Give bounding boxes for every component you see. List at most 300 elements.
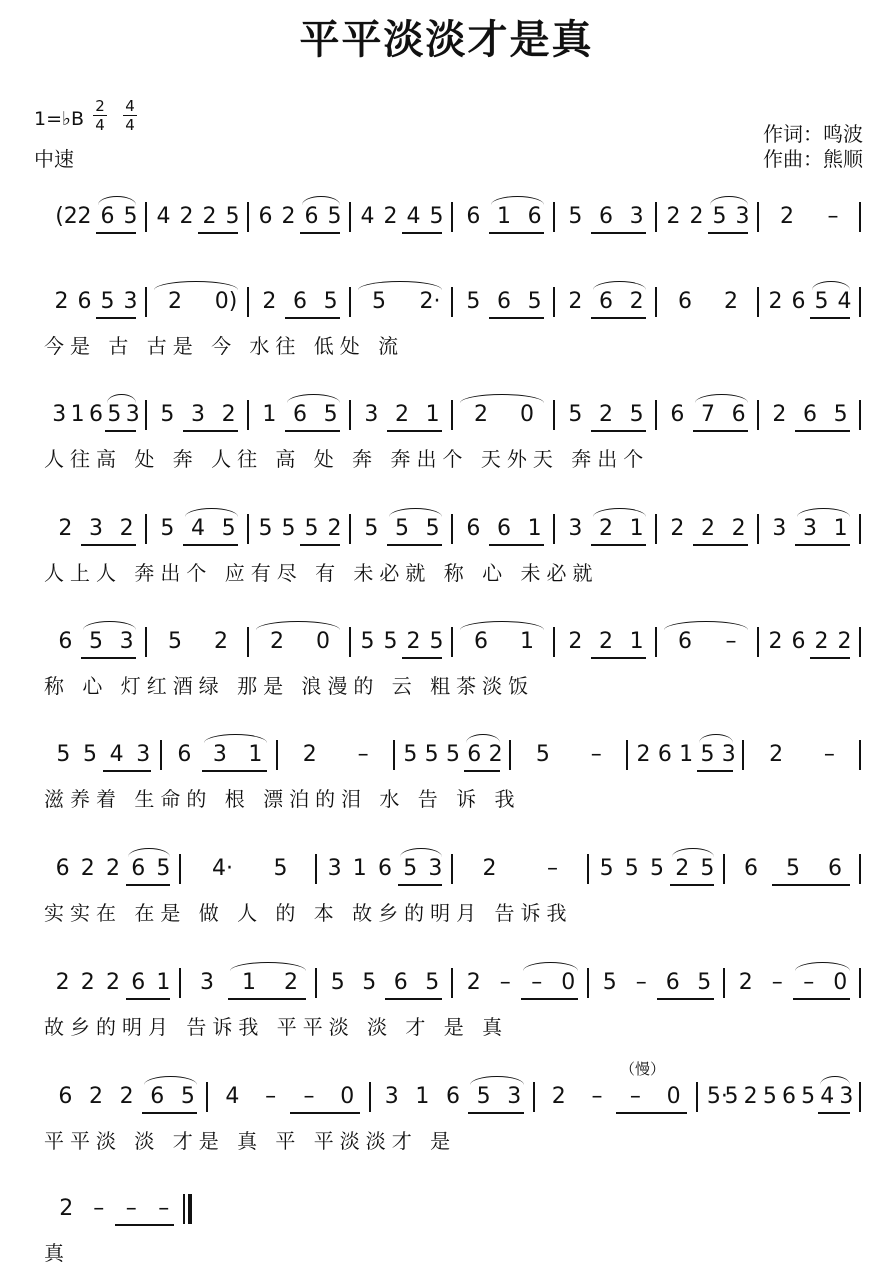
note: 5 (568, 204, 583, 229)
note: 3 (384, 1084, 399, 1109)
note: 1 (629, 516, 644, 541)
note: 6 (445, 1084, 460, 1109)
note: 2 (77, 204, 92, 229)
beam-line (385, 998, 442, 1000)
note: 5 (801, 1084, 816, 1109)
score-system (0, 625, 893, 705)
note: 3 (125, 402, 140, 427)
lyrics-line: 人往高 处 奔 人往 高 处 奔 奔出个 天外天 奔出个 (44, 447, 650, 471)
note: – (629, 1084, 641, 1109)
note: 5 (107, 402, 122, 427)
note: 6 (670, 402, 685, 427)
beam-line (285, 317, 340, 319)
note: 2 (568, 629, 583, 654)
note: 6 (89, 402, 103, 427)
slur-arc (256, 621, 340, 630)
note: 5 (602, 970, 617, 995)
note: 2 (837, 629, 852, 654)
time-signature-2-4: 2 4 (92, 98, 108, 133)
note: – (531, 970, 543, 995)
note: 5 (700, 742, 715, 767)
slur-arc (83, 621, 136, 630)
score-system (0, 852, 893, 932)
note: 2 (106, 856, 120, 881)
beam-line (103, 770, 150, 772)
note: 6 (657, 742, 672, 767)
barline (859, 854, 861, 884)
note: 5 (168, 629, 182, 654)
slur-arc (460, 621, 544, 630)
note: 6 (293, 289, 307, 314)
beam-line (693, 430, 748, 432)
lyrics-line: 称 心 灯红酒绿 那是 浪漫的 云 粗茶淡饭 (44, 674, 535, 698)
score-system (0, 1192, 893, 1272)
note: 4 (156, 204, 171, 229)
note: 2 (119, 516, 134, 541)
note: 4 (837, 289, 852, 314)
note: 6 (803, 402, 817, 427)
note: 6 (467, 742, 482, 767)
note: 5 (429, 629, 444, 654)
key-label: 1=♭B (34, 108, 85, 130)
note: 6 (100, 204, 115, 229)
slur-arc (672, 848, 714, 857)
note: 4 (820, 1084, 835, 1109)
slur-arc (593, 281, 646, 290)
note: 5 (466, 289, 481, 314)
note: 6 (466, 204, 481, 229)
note: 2 (772, 402, 787, 427)
note: 5 (403, 856, 418, 881)
note: 3 (136, 742, 151, 767)
note: 5 (221, 516, 236, 541)
note: 4 (360, 204, 375, 229)
slur-arc (154, 281, 238, 290)
note: 5 (527, 289, 542, 314)
slur-arc (523, 962, 578, 971)
beam-line (126, 998, 170, 1000)
note: 6 (791, 289, 806, 314)
note: 2 (474, 402, 488, 427)
note: 5 (786, 856, 800, 881)
note: 5 (403, 742, 418, 767)
note: 5 (258, 516, 273, 541)
note: 2 (80, 856, 95, 881)
beam-line (115, 1224, 174, 1226)
note: 5 (599, 856, 614, 881)
note: 5 (700, 856, 715, 881)
note: 4 (109, 742, 124, 767)
note: 1 (520, 629, 534, 654)
note: 5 (100, 289, 115, 314)
note: 6 (293, 402, 307, 427)
note: 2 (731, 516, 746, 541)
note: 2 (743, 1084, 758, 1109)
note: 6 (828, 856, 842, 881)
note: 2 (58, 516, 73, 541)
note: 2 (221, 402, 236, 427)
note: – (803, 970, 815, 995)
slur-arc (466, 734, 501, 743)
note: 2 (636, 742, 651, 767)
note: 6 (599, 289, 613, 314)
beam-line (670, 884, 714, 886)
note: 5 (429, 204, 444, 229)
note: 5 (323, 289, 338, 314)
beam-line (290, 1112, 361, 1114)
note: 2· (419, 289, 441, 314)
note: – (93, 1196, 105, 1221)
note: 2 (599, 516, 613, 541)
note: 4 (191, 516, 205, 541)
note: – (125, 1196, 137, 1221)
slur-arc (460, 394, 544, 403)
beam-line (521, 998, 578, 1000)
note: 5 (697, 970, 712, 995)
note: 3 (629, 204, 644, 229)
beam-line (285, 430, 340, 432)
note: 6 (393, 970, 408, 995)
note: 1 (242, 970, 256, 995)
note: 3 (200, 970, 214, 995)
measure (146, 200, 248, 260)
note: 6 (466, 516, 481, 541)
slur-arc (98, 196, 136, 205)
note: 5 (273, 856, 288, 881)
slur-arc (144, 1076, 197, 1085)
barline (859, 514, 861, 544)
beam-line (142, 1112, 197, 1114)
note: 2 (262, 289, 277, 314)
note: 2 (119, 1084, 134, 1109)
note: – (725, 629, 737, 654)
lyrics-line: 滋养着 生命的 根 漂泊的泪 水 告 诉 我 (44, 787, 521, 811)
note: 2 (482, 856, 497, 881)
slur-arc (795, 962, 850, 971)
barline (859, 627, 861, 657)
lyrics-line: 故乡的明月 告诉我 平平淡 淡 才 是 真 (44, 1015, 509, 1039)
note: 6 (731, 402, 746, 427)
note: 5 (364, 516, 379, 541)
note: 5 (330, 970, 345, 995)
note: 2 (724, 289, 738, 314)
note: 5 (814, 289, 829, 314)
note: – (265, 1084, 277, 1109)
note: 0 (520, 402, 534, 427)
note: 2 (629, 289, 644, 314)
slur-arc (593, 508, 646, 517)
slur-arc (287, 394, 340, 403)
note: 6 (599, 204, 613, 229)
lyrics-line: 平平淡 淡 才是 真 平 平淡淡才 是 (44, 1129, 457, 1153)
note: 6 (474, 629, 488, 654)
beam-line (183, 430, 238, 432)
beam-line (468, 1112, 523, 1114)
composer-credit: 作曲：熊顺 (763, 147, 863, 171)
note: 2 (179, 204, 194, 229)
note: 5 (629, 402, 644, 427)
note: 3 (327, 856, 342, 881)
note: 2 (55, 970, 70, 995)
beam-line (126, 884, 170, 886)
note: 6 (678, 629, 692, 654)
note: 5 (82, 742, 97, 767)
note: 5 (395, 516, 409, 541)
note: – (590, 742, 602, 767)
note: 3 (721, 742, 736, 767)
note: 2 (168, 289, 182, 314)
slow-marking: （慢） (620, 1060, 666, 1078)
note: 5 (372, 289, 386, 314)
slur-arc (107, 394, 136, 403)
note: 6 (527, 204, 542, 229)
final-barline (188, 1194, 192, 1224)
note: 3 (89, 516, 103, 541)
beam-line (818, 1112, 850, 1114)
beam-line (489, 232, 544, 234)
note: 3 (772, 516, 787, 541)
beam-line (616, 1112, 687, 1114)
note: 2 (80, 970, 95, 995)
slur-arc (695, 394, 748, 403)
note: 0 (340, 1084, 355, 1109)
note: 6 (131, 856, 146, 881)
note: 5 (712, 204, 727, 229)
note: 2 (701, 516, 715, 541)
note: 5 (762, 1084, 777, 1109)
beam-line (183, 544, 238, 546)
note: 5 (56, 742, 71, 767)
note: 3 (803, 516, 817, 541)
note: – (357, 742, 369, 767)
note: 5 (89, 629, 103, 654)
lyricist-credit: 作词：鸣波 (763, 122, 863, 146)
song-title: 平平淡淡才是真 (299, 17, 594, 63)
note: 2 (88, 1084, 103, 1109)
note: 2 (202, 204, 217, 229)
beam-line (591, 430, 646, 432)
note: 6 (781, 1084, 796, 1109)
note: 5 (180, 1084, 195, 1109)
score-system (0, 1080, 893, 1160)
note: 5 (383, 629, 398, 654)
beam-line (398, 884, 442, 886)
barline (859, 968, 861, 998)
barline (859, 740, 861, 770)
slur-arc (400, 848, 442, 857)
note: 1 (833, 516, 848, 541)
note: 6 (497, 289, 511, 314)
slur-arc (812, 281, 850, 290)
note: 5 (425, 516, 440, 541)
note: 2 (814, 629, 829, 654)
note: 2 (666, 204, 681, 229)
slur-arc (710, 196, 748, 205)
lyrics-line: 今是 古 古是 今 水往 低处 流 (44, 334, 405, 358)
beam-line (228, 998, 306, 1000)
beam-line (81, 657, 136, 659)
note: 3 (191, 402, 205, 427)
beam-line (795, 430, 850, 432)
note: 1 (156, 970, 171, 995)
note: 5 (476, 1084, 491, 1109)
note: 5 (535, 742, 550, 767)
note: 2 (689, 204, 704, 229)
note: 6 (665, 970, 680, 995)
note: 6 (150, 1084, 165, 1109)
beam-line (708, 232, 748, 234)
note: 2 (54, 289, 69, 314)
beam-line (697, 770, 734, 772)
measure (452, 200, 554, 260)
note: 5 (304, 516, 319, 541)
note: 2 (302, 742, 317, 767)
note: 2 (466, 970, 481, 995)
slur-arc (797, 508, 850, 517)
note: 1 (679, 742, 694, 767)
note: 0) (214, 289, 238, 314)
note: 2 (59, 1196, 74, 1221)
note: 1 (415, 1084, 430, 1109)
note: 2 (780, 204, 794, 229)
slur-arc (664, 621, 748, 630)
note: 6 (177, 742, 192, 767)
note: 2 (768, 289, 783, 314)
note: 5 (650, 856, 664, 881)
slur-arc (699, 734, 734, 743)
slur-arc (389, 508, 442, 517)
beam-line (810, 657, 850, 659)
note: 2 (551, 1084, 566, 1109)
note: 2 (675, 856, 690, 881)
note: (2 (55, 204, 78, 229)
note: 5 (425, 970, 440, 995)
slur-arc (302, 196, 340, 205)
note: 6 (131, 970, 146, 995)
beam-line (96, 232, 136, 234)
slur-arc (491, 196, 544, 205)
note: 2 (670, 516, 685, 541)
beam-line (402, 657, 442, 659)
note: 2 (406, 629, 421, 654)
note: – (499, 970, 511, 995)
beam-line (300, 232, 340, 234)
note: 6 (258, 204, 273, 229)
score-system (0, 512, 893, 592)
note: 2 (568, 289, 583, 314)
note: – (547, 856, 558, 881)
note: 2 (769, 742, 784, 767)
slur-arc (358, 281, 442, 290)
note: 5 (724, 1084, 739, 1109)
note: 2 (599, 402, 613, 427)
score-system (0, 398, 893, 478)
score-system (0, 738, 893, 818)
note: 3 (364, 402, 379, 427)
note: 3 (735, 204, 750, 229)
note: 1 (262, 402, 277, 427)
slur-arc (230, 962, 306, 971)
beam-line (810, 317, 850, 319)
beam-line (81, 544, 136, 546)
beam-line (772, 884, 850, 886)
note: – (158, 1196, 170, 1221)
note: 3 (212, 742, 227, 767)
barline (183, 1194, 185, 1224)
note: 5 (362, 970, 377, 995)
beam-line (464, 770, 501, 772)
measure (656, 200, 758, 260)
note: 5 (568, 402, 583, 427)
beam-line (387, 430, 442, 432)
note: 3 (52, 402, 67, 427)
beam-line (793, 998, 850, 1000)
barline (859, 202, 861, 232)
note: 6 (58, 1084, 73, 1109)
slur-arc (470, 1076, 523, 1085)
note: 3 (119, 629, 134, 654)
note: 2 (383, 204, 398, 229)
note: 5 (160, 402, 175, 427)
note: 6 (791, 629, 806, 654)
note: 5 (225, 204, 240, 229)
slur-arc (204, 734, 267, 743)
note: 3 (428, 856, 443, 881)
beam-line (591, 657, 646, 659)
note: 2 (599, 629, 613, 654)
note: – (591, 1084, 603, 1109)
note: 2 (768, 629, 783, 654)
beam-line (489, 544, 544, 546)
beam-line (202, 770, 267, 772)
score-system (0, 200, 893, 280)
measure (758, 200, 860, 260)
beam-line (300, 544, 340, 546)
note: 2 (395, 402, 409, 427)
note: 5 (327, 204, 342, 229)
note: 2 (214, 629, 228, 654)
barline (859, 400, 861, 430)
beam-line (591, 317, 646, 319)
note: 1 (527, 516, 542, 541)
note: 6 (744, 856, 758, 881)
note: 1 (425, 402, 440, 427)
score-system (0, 285, 893, 365)
note: 0 (833, 970, 848, 995)
slur-arc (128, 848, 170, 857)
lyrics-line: 真 (44, 1241, 70, 1265)
note: 4· (212, 856, 233, 881)
barline (859, 1082, 861, 1112)
beam-line (105, 430, 136, 432)
note: 6 (378, 856, 392, 881)
note: 0 (666, 1084, 681, 1109)
note: 2 (284, 970, 298, 995)
note: 5 (323, 402, 338, 427)
note: 5 (833, 402, 848, 427)
score-system (0, 966, 893, 1046)
note: 5 (360, 629, 375, 654)
note: 5 (281, 516, 296, 541)
note: 5 (160, 516, 175, 541)
note: 7 (701, 402, 715, 427)
note: 3 (839, 1084, 854, 1109)
beam-line (591, 232, 646, 234)
note: 2 (488, 742, 503, 767)
note: 5 (445, 742, 460, 767)
note: – (635, 970, 647, 995)
note: 6 (55, 856, 70, 881)
